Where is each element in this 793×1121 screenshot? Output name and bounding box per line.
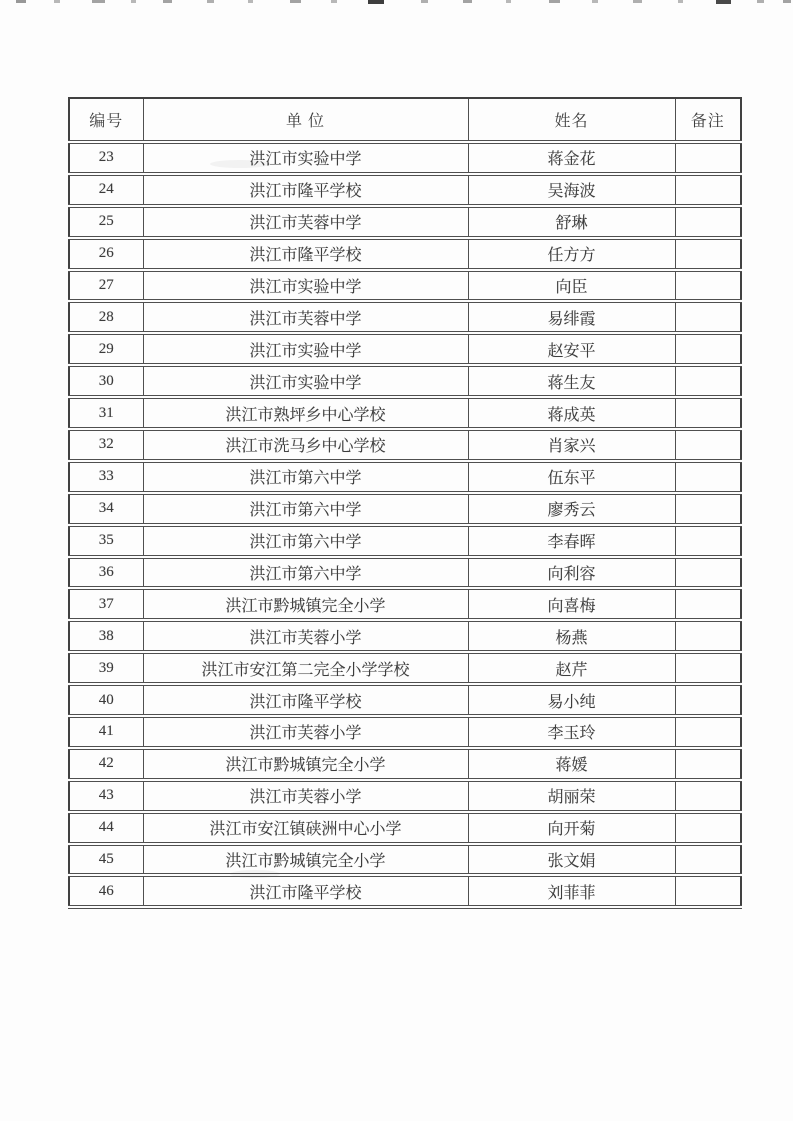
remark-cell [675, 429, 741, 461]
unit-cell: 洪江市芙蓉小学 [143, 780, 468, 812]
row-number-cell: 37 [98, 595, 114, 612]
scan-artifact [163, 0, 172, 3]
unit-cell: 洪江市实验中学 [143, 365, 468, 397]
table-row [69, 270, 741, 302]
name-cell: 李玉玲 [468, 716, 675, 748]
scan-artifact [248, 0, 253, 3]
scan-artifact [290, 0, 301, 3]
row-number-cell: 43 [98, 787, 114, 804]
header-name: 姓名 [468, 98, 675, 142]
unit-cell: 洪江市第六中学 [143, 493, 468, 525]
table-row [69, 748, 741, 780]
row-number-cell: 23 [98, 149, 114, 166]
scan-artifact [549, 0, 560, 3]
row-number-cell: 32 [98, 436, 114, 453]
remark-cell [675, 588, 741, 620]
name-cell: 刘菲菲 [468, 875, 675, 907]
unit-cell: 洪江市安江镇硖洲中心小学 [143, 812, 468, 844]
table-row [69, 333, 741, 365]
name-cell: 赵芹 [468, 652, 675, 684]
remark-cell [675, 875, 741, 907]
remark-cell [675, 620, 741, 652]
row-number-cell: 33 [98, 468, 114, 485]
remark-cell [675, 525, 741, 557]
row-number-cell: 38 [98, 627, 114, 644]
row-number-cell: 30 [98, 372, 114, 389]
table-row [69, 174, 741, 206]
table-row [69, 875, 741, 907]
table-row [69, 365, 741, 397]
unit-cell: 洪江市隆平学校 [143, 684, 468, 716]
name-cell: 向利容 [468, 557, 675, 589]
name-cell: 蒋媛 [468, 748, 675, 780]
scan-artifact [131, 0, 136, 3]
remark-cell [675, 301, 741, 333]
row-number-cell: 29 [98, 340, 114, 357]
table-row [69, 429, 741, 461]
unit-cell: 洪江市洗马乡中心学校 [143, 429, 468, 461]
remark-cell [675, 844, 741, 876]
remark-cell [675, 333, 741, 365]
table-row [69, 844, 741, 876]
scan-artifact [92, 0, 105, 3]
name-cell: 任方方 [468, 238, 675, 270]
row-number-cell: 36 [98, 564, 114, 581]
remark-cell [675, 365, 741, 397]
row-number-cell: 42 [98, 755, 114, 772]
table-row [69, 301, 741, 333]
unit-cell: 洪江市熟坪乡中心学校 [143, 397, 468, 429]
remark-cell [675, 684, 741, 716]
name-cell: 易小纯 [468, 684, 675, 716]
row-number-cell: 25 [98, 213, 114, 230]
unit-cell: 洪江市实验中学 [143, 333, 468, 365]
table-row [69, 812, 741, 844]
table-row [69, 620, 741, 652]
row-number-cell: 46 [98, 882, 114, 899]
remark-cell [675, 557, 741, 589]
unit-cell: 洪江市黔城镇完全小学 [143, 748, 468, 780]
scan-artifact [716, 0, 731, 4]
unit-cell: 洪江市芙蓉小学 [143, 716, 468, 748]
header-number: 编号 [89, 113, 124, 130]
table-row [69, 461, 741, 493]
name-cell: 肖家兴 [468, 429, 675, 461]
unit-cell: 洪江市隆平学校 [143, 238, 468, 270]
unit-cell: 洪江市实验中学 [143, 142, 468, 174]
row-number-cell: 31 [98, 404, 114, 421]
unit-cell: 洪江市安江第二完全小学学校 [143, 652, 468, 684]
name-cell: 蒋生友 [468, 365, 675, 397]
scan-artifact [506, 0, 511, 3]
row-number-cell: 26 [98, 245, 114, 262]
remark-cell [675, 142, 741, 174]
unit-cell: 洪江市芙蓉中学 [143, 301, 468, 333]
remark-cell [675, 270, 741, 302]
table-row [69, 652, 741, 684]
name-cell: 杨燕 [468, 620, 675, 652]
name-cell: 李春晖 [468, 525, 675, 557]
scan-artifact [463, 0, 472, 3]
unit-cell: 洪江市第六中学 [143, 525, 468, 557]
name-cell: 张文娟 [468, 844, 675, 876]
remark-cell [675, 493, 741, 525]
table-row [69, 588, 741, 620]
unit-cell: 洪江市黔城镇完全小学 [143, 844, 468, 876]
row-number-cell: 40 [98, 691, 114, 708]
row-number-cell: 45 [98, 851, 114, 868]
name-cell: 赵安平 [468, 333, 675, 365]
name-cell: 伍东平 [468, 461, 675, 493]
scan-artifact [54, 0, 60, 3]
roster-table [68, 97, 742, 909]
header-remark: 备注 [675, 98, 741, 142]
name-cell: 向喜梅 [468, 588, 675, 620]
scan-artifact [207, 0, 214, 3]
scan-artifact [757, 0, 764, 3]
table-row [69, 206, 741, 238]
remark-cell [675, 238, 741, 270]
name-cell: 廖秀云 [468, 493, 675, 525]
unit-cell: 洪江市芙蓉小学 [143, 620, 468, 652]
scan-artifact [633, 0, 642, 3]
remark-cell [675, 461, 741, 493]
remark-cell [675, 716, 741, 748]
scan-noise-strip [0, 0, 793, 6]
scan-artifact [16, 0, 26, 3]
table-row [69, 557, 741, 589]
scan-artifact [783, 0, 791, 3]
remark-cell [675, 206, 741, 238]
table-row [69, 684, 741, 716]
table-row [69, 780, 741, 812]
name-cell: 向开菊 [468, 812, 675, 844]
name-cell: 舒琳 [468, 206, 675, 238]
table-row [69, 716, 741, 748]
row-number-cell: 41 [98, 723, 114, 740]
row-number-cell: 39 [98, 659, 114, 676]
table-header-row [69, 98, 741, 142]
remark-cell [675, 652, 741, 684]
remark-cell [675, 748, 741, 780]
table-body [69, 142, 741, 907]
scan-artifact [678, 0, 683, 3]
name-cell: 易绯霞 [468, 301, 675, 333]
scan-artifact [421, 0, 428, 3]
row-number-cell: 35 [98, 532, 114, 549]
row-number-cell: 28 [98, 308, 114, 325]
row-number-cell: 24 [98, 181, 114, 198]
table-row [69, 238, 741, 270]
unit-cell: 洪江市芙蓉中学 [143, 206, 468, 238]
unit-cell: 洪江市第六中学 [143, 461, 468, 493]
table-row [69, 397, 741, 429]
scan-artifact [331, 0, 337, 3]
scan-artifact [592, 0, 598, 3]
unit-cell: 洪江市隆平学校 [143, 875, 468, 907]
row-number-cell: 34 [98, 500, 114, 517]
unit-cell: 洪江市实验中学 [143, 270, 468, 302]
name-cell: 向臣 [468, 270, 675, 302]
remark-cell [675, 397, 741, 429]
table-row [69, 525, 741, 557]
remark-cell [675, 174, 741, 206]
header-unit: 单 位 [143, 98, 468, 142]
name-cell: 胡丽荣 [468, 780, 675, 812]
row-number-cell: 44 [98, 819, 114, 836]
table-row [69, 142, 741, 174]
table-row [69, 493, 741, 525]
remark-cell [675, 812, 741, 844]
row-number-cell: 27 [98, 277, 114, 293]
remark-cell [675, 780, 741, 812]
scan-artifact [368, 0, 384, 4]
name-cell: 蒋成英 [468, 397, 675, 429]
unit-cell: 洪江市隆平学校 [143, 174, 468, 206]
name-cell: 吴海波 [468, 174, 675, 206]
unit-cell: 洪江市第六中学 [143, 557, 468, 589]
name-cell: 蒋金花 [468, 142, 675, 174]
unit-cell: 洪江市黔城镇完全小学 [143, 588, 468, 620]
